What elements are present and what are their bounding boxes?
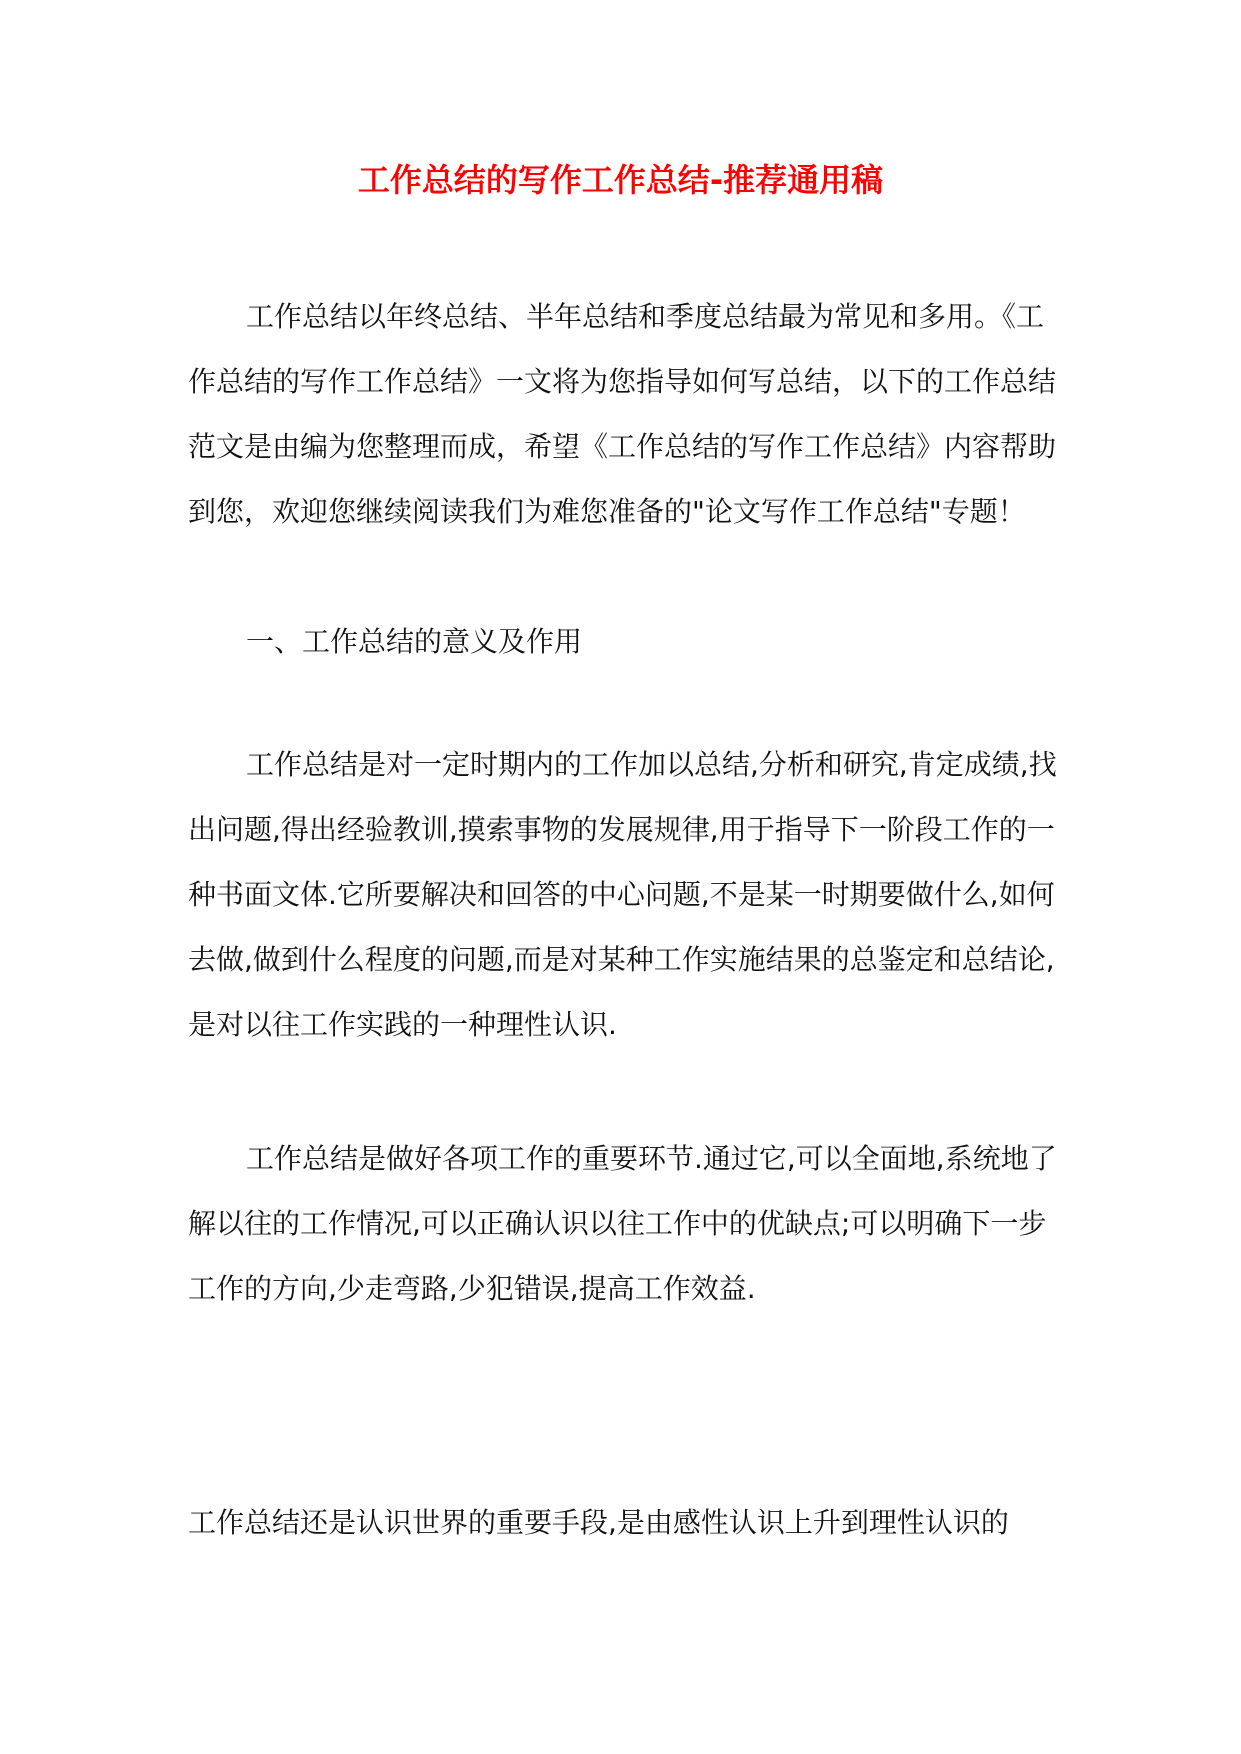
document-title: 工作总结的写作工作总结-推荐通用稿 [357, 161, 884, 199]
paragraph-definition: 工作总结是对一定时期内的工作加以总结,分析和研究,肯定成绩,找出问题,得出经验教训,摸索事物的发展规律,用于指导下一阶段工作的一种书面文体.它所要解决和回答的中心问题,不是某一时期要做什么,如何去做,做到什么程度的问题,而是对某种工作实施结果的总鉴定和总结论,是对以往工作实践的一种理性认识. [188, 748, 1057, 1041]
section-heading: 一、工作总结的意义及作用 [246, 625, 583, 658]
paragraph-cognition: 工作总结还是认识世界的重要手段,是由感性认识上升到理性认识的 [188, 1506, 1009, 1539]
paragraph-importance: 工作总结是做好各项工作的重要环节.通过它,可以全面地,系统地了解以往的工作情况,可以正确认识以往工作中的优缺点;可以明确下一步工作的方向,少走弯路,少犯错误,提高工作效益. [188, 1142, 1057, 1305]
paragraph-intro: 工作总结以年终总结、半年总结和季度总结最为常见和多用。《工作总结的写作工作总结》一文将为您指导如何写总结，以下的工作总结范文是由编为您整理而成，希望《工作总结的写作工作总结》内容帮助到您，欢迎您继续阅读我们为难您准备的"论文写作工作总结"专题！ [188, 300, 1057, 528]
